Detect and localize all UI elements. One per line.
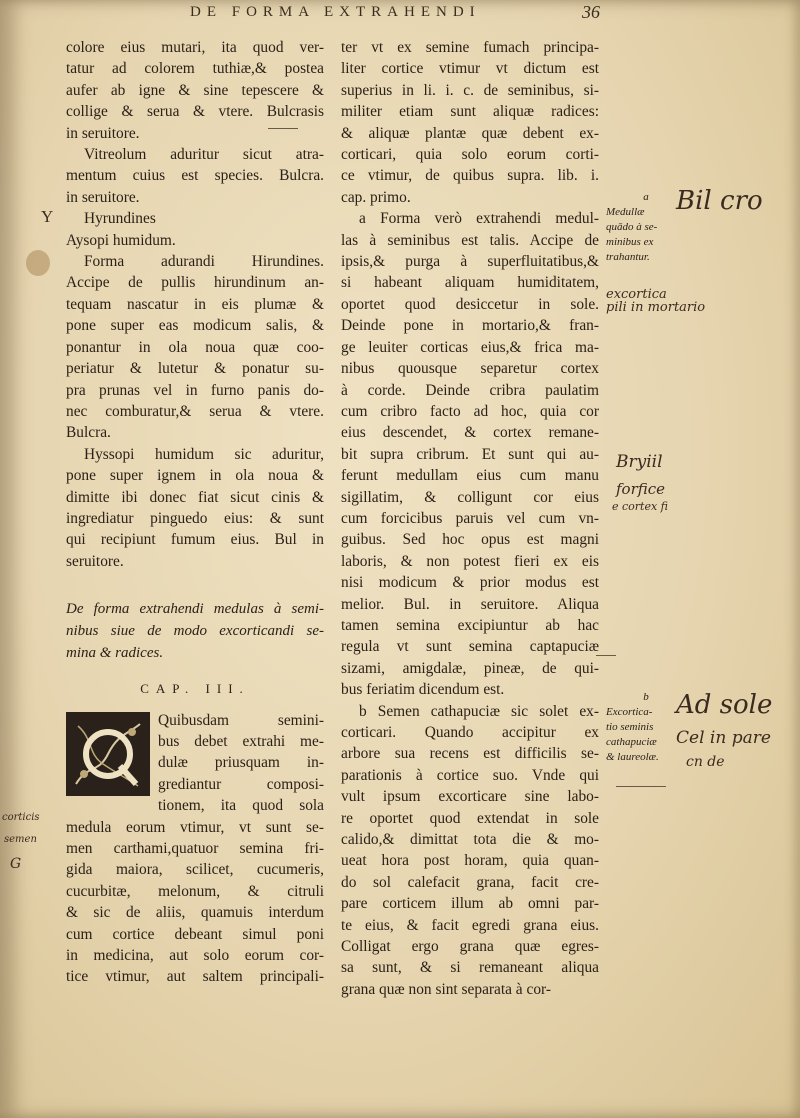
text-line: sigillatim, & colligunt cor eius — [341, 488, 599, 506]
text-line: Bulcra. — [66, 424, 111, 442]
text-line: te eius, & facit egredi grana eius. — [341, 916, 599, 934]
text-line: cum cortice debeant simul poni — [66, 925, 324, 943]
text-line: Aysopi humidum. — [66, 231, 176, 249]
decorative-rule — [616, 786, 666, 787]
text-line: Deinde pone in mortario,& fran- — [341, 317, 599, 335]
text-line: bit supra cribrum. Et sunt qui au- — [341, 445, 599, 463]
text-line: dimitte ibi donec fiat sicut cinis & — [66, 488, 324, 506]
text-line: sizami, amigdalæ, pineæ, de qui- — [341, 659, 599, 677]
text-line: grana quæ non sint separata à cor- — [341, 980, 551, 998]
text-line: cap. primo. — [341, 188, 411, 206]
paper-stain — [26, 250, 50, 276]
text-line: melior. Bul. in seruitore. Aliqua — [341, 595, 599, 613]
text-line: do sol calefacit grana, facit cre- — [341, 873, 599, 891]
text-line: ter vt ex semine fumach principa- — [341, 39, 599, 56]
text-line: tequam nascatur in eis plumæ & — [66, 295, 324, 313]
initial-line: dulæ priusquam in- — [158, 754, 324, 772]
initial-line: Quibusdam semini- — [158, 711, 324, 729]
chapter-number: CAP. III. — [140, 681, 250, 697]
handwritten-note: G — [10, 856, 22, 872]
initial-line: tionem, ita quod sola — [158, 797, 324, 815]
text-line: ueat hora post horam, quia quan- — [341, 852, 599, 870]
text-line: bus feriatim dicendum est. — [341, 681, 505, 699]
text-line: ge leuiter corticas eius,& frica ma- — [341, 338, 599, 356]
text-line: a Forma verò extrahendi medul- — [359, 210, 599, 228]
text-line: in seruitore. — [66, 124, 140, 142]
text-line: corticari. Quando accipitur ex — [341, 724, 599, 741]
left-text-block-a — [66, 37, 324, 572]
text-line: Accipe de pullis hirundinum an- — [66, 274, 324, 292]
text-line: militer etiam sunt aliquæ radices: — [341, 103, 599, 121]
margin-letter: Y — [41, 207, 54, 226]
handwritten-note: Bil cro — [676, 186, 763, 216]
text-line: eius descendet, & cortex remane- — [341, 424, 599, 442]
text-line: mentum cuius est species. Bulcra. — [66, 167, 324, 185]
text-line: & sic de aliis, quamuis interdum — [66, 904, 324, 922]
text-line: pra prunas vel in furno panis do- — [66, 381, 324, 399]
heading-line: De forma extrahendi medulas à semi- — [66, 601, 324, 618]
text-line: corticari, quia solo eorum corti- — [341, 146, 599, 164]
text-line: Colligat ergo grana quæ egres- — [341, 938, 599, 956]
margin-note-line: cathapuciæ — [606, 736, 657, 748]
margin-note-line: tio seminis — [606, 721, 654, 733]
text-line: pone super eas modicum salis, & — [66, 317, 324, 335]
heading-line: nibus siue de modo excorticandi se- — [66, 623, 324, 640]
margin-note-line: Medullæ — [606, 206, 645, 218]
text-line: men carthami,quatuor semina fri- — [66, 840, 324, 857]
decorative-rule — [596, 655, 616, 656]
text-line: ipsis,& purga à superfluitatibus,& — [341, 253, 599, 271]
handwritten-note: e cortex fi — [612, 500, 669, 513]
text-line: parationis à cortice suo. Vnde qui — [341, 766, 599, 784]
chapter-heading — [66, 598, 324, 664]
margin-note-line: minibus ex — [606, 236, 654, 248]
text-line: tice vtimur, aut saltem principali- — [66, 968, 324, 986]
text-line: oportet quod desiccetur in sole. — [341, 295, 599, 313]
text-line: periatur & lutetur & ponatur su- — [66, 360, 324, 378]
text-line: calido,& dimittat tota die & mo- — [341, 831, 599, 849]
text-line: re oportet quod extendat in sole — [341, 809, 599, 827]
initial-line: grediantur composi- — [158, 775, 324, 793]
text-line: seruitore. — [66, 552, 124, 570]
handwritten-note: cn de — [686, 754, 725, 770]
text-line: vult ipsum excorticare sine labo- — [341, 788, 599, 806]
text-line: ingrediatur pinguedo eius: & sunt — [66, 509, 324, 527]
ornamental-initial-q — [66, 712, 150, 796]
text-line: pare corticem illum ab omni par- — [341, 895, 599, 913]
text-line: nisi modicum & prior modus est — [341, 574, 599, 592]
text-line: colore eius mutari, ita quod ver- — [66, 39, 324, 56]
text-line: Forma adurandi Hirundines. — [84, 253, 324, 271]
text-line: qui recipiunt fumum eius. Bul in — [66, 531, 324, 549]
text-line: in medicina, aut solo eorum cor- — [66, 947, 324, 965]
margin-note-line: b — [643, 691, 649, 703]
initial-paragraph — [66, 710, 324, 817]
text-line: sa sunt, & si remaneant aliqua — [341, 959, 599, 977]
text-line: liter cortice vtimur vt dictum est — [341, 60, 599, 78]
right-column — [341, 37, 599, 1000]
handwritten-note: corticis — [2, 812, 40, 823]
margin-note-line: quādo à se- — [606, 221, 658, 233]
handwritten-note: excortica — [606, 287, 667, 302]
text-line: aufer ab igne & sine tepescere & — [66, 81, 324, 99]
text-line: Vitreolum aduritur sicut atra- — [84, 146, 324, 164]
left-column — [66, 37, 324, 988]
text-line: cum forcicibus paruis vel cum vn- — [341, 509, 599, 527]
left-text-block-b — [66, 817, 324, 988]
margin-note-line: & laureolæ. — [606, 751, 659, 763]
text-line: ferunt medullam eius cum manu — [341, 467, 599, 485]
heading-line: mina & radices. — [66, 645, 164, 662]
text-line: gida maiora, scilicet, cucumeris, — [66, 861, 324, 879]
text-line: superius in li. i. c. de seminibus, si- — [341, 81, 599, 99]
text-line: nibus quousque separetur cortex — [341, 360, 599, 378]
margin-note-line: Excortica- — [606, 706, 653, 718]
text-line: & aliquæ plantæ quæ debent ex- — [341, 124, 599, 142]
text-line: si habeant aliquam humiditatem, — [341, 274, 599, 292]
text-line: nec comburatur,& serua & vtere. — [66, 402, 324, 420]
text-line: ce vtimur, de quibus supra. lib. i. — [341, 167, 599, 185]
margin-note-line: trahantur. — [606, 251, 650, 263]
handwritten-note: Bryiil — [616, 452, 663, 472]
text-line: tamen semina excipiuntur ab hac — [341, 616, 599, 634]
text-line: pone super ignem in ola noua & — [66, 467, 324, 485]
initial-line: bus debet extrahi me- — [158, 732, 324, 750]
text-line: cucurbitæ, melonum, & citruli — [66, 882, 324, 900]
text-line: medula eorum vtimur, vt sunt se- — [66, 818, 324, 836]
text-line: b Semen cathapuciæ sic solet ex- — [359, 702, 599, 720]
decorative-rule — [268, 128, 298, 129]
text-line: tatur ad colorem tuthiæ,& postea — [66, 60, 324, 78]
text-line: cum cribro facto ad hoc, quia cor — [341, 402, 599, 420]
handwritten-note: Ad sole — [676, 690, 773, 720]
handwritten-note: semen — [4, 834, 37, 845]
folio-number: 36 — [582, 2, 600, 22]
right-text-block — [341, 37, 599, 1000]
text-line: las à seminibus est talis. Accipe de — [341, 231, 599, 249]
text-line: Hyrundines — [84, 210, 156, 228]
handwritten-note: pili in mortario — [606, 300, 706, 315]
text-line: à corde. Deinde cribra paulatim — [341, 381, 599, 399]
text-line: laboris, & non potest fieri ex eis — [341, 552, 599, 570]
running-head: DE FORMA EXTRAHENDI — [190, 4, 481, 20]
text-line: collige & serua & vtere. Bulcrasis — [66, 103, 324, 121]
text-line: in seruitore. — [66, 188, 140, 206]
handwritten-note: Cel in pare — [676, 728, 771, 748]
handwritten-note: forfice — [616, 480, 666, 498]
text-line: ponantur in ola noua quæ coo- — [66, 338, 324, 356]
text-line: arbore sua recens est difficilis se- — [341, 745, 599, 763]
margin-note-line: a — [643, 191, 649, 203]
margin-note-b — [606, 690, 686, 765]
text-line: regula vt sunt semina captapuciæ — [341, 638, 599, 656]
margin-note-a — [606, 190, 686, 265]
text-line: Hyssopi humidum sic aduritur, — [84, 445, 324, 463]
text-line: guibus. Sed hoc opus est magni — [341, 531, 599, 549]
